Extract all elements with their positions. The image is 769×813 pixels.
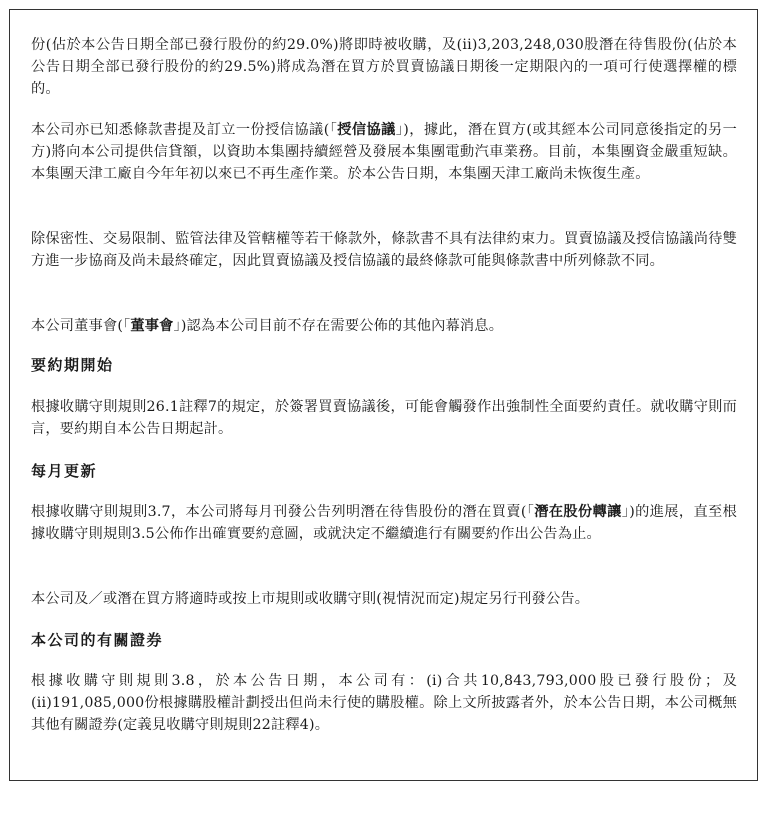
defined-term-credit-agreement: 授信協議	[337, 122, 396, 138]
paragraph-share-acquisition: 份(佔於本公告日期全部已發行股份的約29.0%)將即時被收購，及(ii)3,203,248,030股潛在待售股份(佔於本公告日期全部已發行股份的約29.5%)將成為潛在買方於買賣協議日期後一定期限內的一項可行使選擇權的標的。	[31, 37, 737, 97]
heading-relevant-securities: 本公司的有關證券	[31, 631, 164, 649]
document-frame	[9, 9, 758, 781]
paragraph-credit-agreement: 本公司亦已知悉條款書提及訂立一份授信協議(「授信協議」)，據此，潛在買方(或其經本公司同意後指定的另一方)將向本公司提供信貸額，以資助本集團持續經營及發展本集團電動汽車業務。目前，本集團資金嚴重短缺。本集團天津工廠自今年年初以來已不再生產作業。於本公告日期，本集團天津工廠尚未恢復生產。	[31, 122, 737, 182]
paragraph-relevant-securities: 根據收購守則規則3.8，於本公告日期，本公司有：(i)合共10,843,793,000股已發行股份；及(ii)191,085,000份根據購股權計劃授出但尚未行使的購股權。除上文所披露者外，於本公告日期，本公司概無其他有關證券(定義見收購守則規則22註釋4)。	[31, 673, 737, 733]
defined-term-board: 董事會	[130, 318, 174, 334]
paragraph-further-announcement: 本公司及／或潛在買方將適時或按上市規則或收購守則(視情況而定)規定另行刊發公告。	[31, 591, 590, 607]
paragraph-legal-binding: 除保密性、交易限制、監管法律及管轄權等若干條款外，條款書不具有法律約束力。買賣協議及授信協議尚待雙方進一步協商及尚未最終確定，因此買賣協議及授信協議的最終條款可能與條款書中所列條款不同。	[31, 231, 737, 269]
defined-term-share-transfer: 潛在股份轉讓	[534, 504, 622, 520]
heading-offer-period: 要約期開始	[31, 356, 114, 374]
paragraph-board: 本公司董事會(「董事會」)認為本公司目前不存在需要公佈的其他內幕消息。	[31, 318, 504, 334]
paragraph-offer-period: 根據收購守則規則26.1註釋7的規定，於簽署買賣協議後，可能會觸發作出強制性全面要約責任。就收購守則而言，要約期自本公告日期起計。	[31, 399, 737, 437]
paragraph-monthly-update: 根據收購守則規則3.7，本公司將每月刊發公告列明潛在待售股份的潛在買賣(「潛在股份轉讓」)的進展，直至根據收購守則規則3.5公佈作出確實要約意圖，或就決定不繼續進行有關要約作出公告為止。	[31, 504, 737, 542]
heading-monthly-update: 每月更新	[31, 462, 98, 480]
